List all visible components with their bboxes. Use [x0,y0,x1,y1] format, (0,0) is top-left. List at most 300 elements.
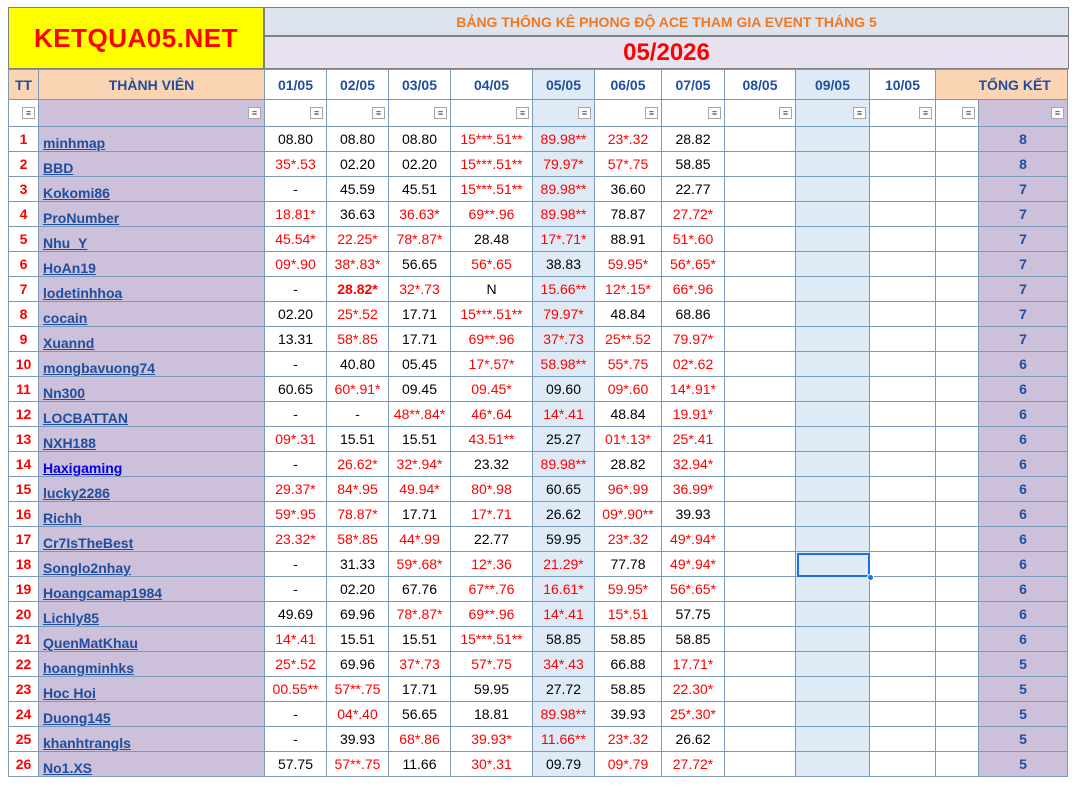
result-cell[interactable] [796,727,870,752]
result-cell[interactable]: 08.80 [389,127,451,152]
result-cell[interactable]: 34*.43 [533,652,595,677]
result-cell[interactable] [796,352,870,377]
result-cell[interactable]: 22.77 [451,527,533,552]
result-cell[interactable]: 15.51 [389,627,451,652]
result-cell[interactable]: 02.20 [389,152,451,177]
result-cell[interactable]: 18.81 [451,702,533,727]
member-name[interactable]: Richh [39,502,265,527]
result-cell[interactable]: 69**.96 [451,327,533,352]
result-cell[interactable]: - [265,702,327,727]
result-cell[interactable]: 79.97* [533,152,595,177]
result-cell[interactable]: 38.83 [533,252,595,277]
result-cell[interactable] [796,377,870,402]
result-cell[interactable]: 89.98** [533,127,595,152]
result-cell[interactable]: 46*.64 [451,402,533,427]
result-cell[interactable] [796,702,870,727]
result-cell[interactable]: 09*.90 [265,252,327,277]
result-cell[interactable]: 25*.52 [265,652,327,677]
result-cell[interactable]: 58.85 [595,627,662,652]
member-name[interactable]: Duong145 [39,702,265,727]
result-cell[interactable] [796,277,870,302]
result-cell[interactable]: 23*.32 [595,527,662,552]
result-cell[interactable]: 55*.75 [595,352,662,377]
result-cell[interactable]: 23.32* [265,527,327,552]
result-cell[interactable] [870,552,936,577]
result-cell[interactable]: 04*.40 [327,702,389,727]
result-cell[interactable]: 48.84 [595,302,662,327]
result-cell[interactable] [796,627,870,652]
result-cell[interactable] [870,177,936,202]
result-cell[interactable]: 15*.51 [595,602,662,627]
result-cell[interactable] [725,377,796,402]
result-cell[interactable]: - [265,177,327,202]
result-cell[interactable]: 09*.79 [595,752,662,777]
member-name[interactable]: Nn300 [39,377,265,402]
result-cell[interactable] [796,252,870,277]
result-cell[interactable] [796,452,870,477]
filter-icon[interactable]: ≡ [1051,107,1064,119]
result-cell[interactable] [725,502,796,527]
result-cell[interactable] [796,552,870,577]
result-cell[interactable]: 11.66** [533,727,595,752]
result-cell[interactable]: 60.65 [533,477,595,502]
result-cell[interactable]: 17*.57* [451,352,533,377]
result-cell[interactable]: 15.51 [327,427,389,452]
result-cell[interactable]: 79.97* [533,302,595,327]
result-cell[interactable]: 09.79 [533,752,595,777]
result-cell[interactable]: 26.62 [662,727,725,752]
member-name[interactable]: hoangminhks [39,652,265,677]
result-cell[interactable]: 08.80 [265,127,327,152]
result-cell[interactable]: 19.91* [662,402,725,427]
result-cell[interactable]: 09*.31 [265,427,327,452]
result-cell[interactable] [725,252,796,277]
result-cell[interactable]: 59*.68* [389,552,451,577]
result-cell[interactable]: 69.96 [327,652,389,677]
filter-icon[interactable]: ≡ [248,107,261,119]
result-cell[interactable] [796,677,870,702]
result-cell[interactable]: 16.61* [533,577,595,602]
result-cell[interactable]: 09*.90** [595,502,662,527]
result-cell[interactable] [796,302,870,327]
result-cell[interactable] [870,277,936,302]
result-cell[interactable] [870,352,936,377]
result-cell[interactable]: 23*.32 [595,127,662,152]
result-cell[interactable]: 02*.62 [662,352,725,377]
result-cell[interactable]: 27.72 [533,677,595,702]
result-cell[interactable] [870,127,936,152]
result-cell[interactable]: 12*.36 [451,552,533,577]
result-cell[interactable]: - [265,277,327,302]
result-cell[interactable]: 78.87 [595,202,662,227]
result-cell[interactable]: 05.45 [389,352,451,377]
result-cell[interactable]: - [265,452,327,477]
result-cell[interactable] [725,402,796,427]
filter-icon[interactable]: ≡ [310,107,323,119]
result-cell[interactable]: 43.51** [451,427,533,452]
result-cell[interactable] [796,127,870,152]
result-cell[interactable]: 17.71 [389,502,451,527]
result-cell[interactable]: 15***.51** [451,302,533,327]
result-cell[interactable]: 15***.51** [451,627,533,652]
result-cell[interactable] [725,602,796,627]
result-cell[interactable] [870,152,936,177]
member-name[interactable]: QuenMatKhau [39,627,265,652]
result-cell[interactable]: 13.31 [265,327,327,352]
result-cell[interactable] [870,302,936,327]
result-cell[interactable]: 48**.84* [389,402,451,427]
result-cell[interactable] [796,427,870,452]
result-cell[interactable]: 56*.65 [451,252,533,277]
result-cell[interactable]: 36.99* [662,477,725,502]
result-cell[interactable]: 15.51 [327,627,389,652]
result-cell[interactable]: 57**.75 [327,677,389,702]
result-cell[interactable] [870,752,936,777]
result-cell[interactable]: 60*.91* [327,377,389,402]
member-name[interactable]: lodetinhhoa [39,277,265,302]
result-cell[interactable]: 25*.41 [662,427,725,452]
filter-icon[interactable]: ≡ [578,107,591,119]
member-name[interactable]: khanhtrangls [39,727,265,752]
result-cell[interactable]: 17.71 [389,677,451,702]
result-cell[interactable]: 00.55** [265,677,327,702]
result-cell[interactable] [870,327,936,352]
result-cell[interactable]: 27.72* [662,202,725,227]
result-cell[interactable]: 39.93 [595,702,662,727]
result-cell[interactable]: 23*.32 [595,727,662,752]
result-cell[interactable] [725,152,796,177]
result-cell[interactable] [870,627,936,652]
result-cell[interactable] [870,377,936,402]
result-cell[interactable] [870,502,936,527]
result-cell[interactable]: 58.85 [662,152,725,177]
result-cell[interactable]: 59*.95 [265,502,327,527]
result-cell[interactable]: 89.98** [533,202,595,227]
result-cell[interactable]: 02.20 [265,302,327,327]
result-cell[interactable]: 59.95 [451,677,533,702]
result-cell[interactable]: 32*.73 [389,277,451,302]
result-cell[interactable]: 17*.71* [533,227,595,252]
result-cell[interactable] [725,577,796,602]
filter-icon[interactable]: ≡ [919,107,932,119]
filter-icon[interactable]: ≡ [853,107,866,119]
result-cell[interactable]: 60.65 [265,377,327,402]
filter-icon[interactable]: ≡ [708,107,721,119]
result-cell[interactable] [725,652,796,677]
result-cell[interactable]: 84*.95 [327,477,389,502]
result-cell[interactable]: 37*.73 [533,327,595,352]
result-cell[interactable]: 15***.51** [451,177,533,202]
member-name[interactable]: No1.XS [39,752,265,777]
result-cell[interactable] [725,302,796,327]
result-cell[interactable]: 40.80 [327,352,389,377]
result-cell[interactable]: 25*.30* [662,702,725,727]
filter-icon[interactable]: ≡ [434,107,447,119]
result-cell[interactable] [796,327,870,352]
result-cell[interactable]: 96*.99 [595,477,662,502]
member-name[interactable]: Nhu_Y [39,227,265,252]
result-cell[interactable]: 56*.65* [662,252,725,277]
member-name[interactable]: lucky2286 [39,477,265,502]
result-cell[interactable]: 59.95* [595,577,662,602]
result-cell[interactable]: 57.75 [662,602,725,627]
result-cell[interactable]: 59.95 [533,527,595,552]
result-cell[interactable]: 14*.41 [533,402,595,427]
result-cell[interactable]: 32*.94* [389,452,451,477]
result-cell[interactable]: 77.78 [595,552,662,577]
result-cell[interactable]: 36.63 [327,202,389,227]
result-cell[interactable]: 17.71 [389,327,451,352]
result-cell[interactable] [796,577,870,602]
member-name[interactable]: ProNumber [39,202,265,227]
result-cell[interactable]: 15.66** [533,277,595,302]
result-cell[interactable] [725,527,796,552]
result-cell[interactable]: 59.95* [595,252,662,277]
result-cell[interactable]: 36.60 [595,177,662,202]
result-cell[interactable]: 66*.96 [662,277,725,302]
member-name[interactable]: HoAn19 [39,252,265,277]
result-cell[interactable]: - [265,552,327,577]
result-cell[interactable]: 38*.83* [327,252,389,277]
result-cell[interactable] [796,402,870,427]
result-cell[interactable]: 36.63* [389,202,451,227]
result-cell[interactable]: 17.71 [389,302,451,327]
result-cell[interactable]: 14*.41 [533,602,595,627]
result-cell[interactable] [725,477,796,502]
result-cell[interactable]: 69**.96 [451,202,533,227]
result-cell[interactable]: 69.96 [327,602,389,627]
result-cell[interactable]: 57**.75 [327,752,389,777]
result-cell[interactable] [870,427,936,452]
result-cell[interactable]: - [327,402,389,427]
member-name[interactable]: cocain [39,302,265,327]
result-cell[interactable]: 22.30* [662,677,725,702]
result-cell[interactable] [870,602,936,627]
result-cell[interactable] [725,127,796,152]
result-cell[interactable] [796,202,870,227]
result-cell[interactable]: 27.72* [662,752,725,777]
fill-handle[interactable] [867,574,874,581]
member-name[interactable]: NXH188 [39,427,265,452]
result-cell[interactable] [870,702,936,727]
result-cell[interactable]: 14*.41 [265,627,327,652]
member-name[interactable]: LOCBATTAN [39,402,265,427]
member-name[interactable]: BBD [39,152,265,177]
result-cell[interactable]: 30*.31 [451,752,533,777]
result-cell[interactable] [725,427,796,452]
result-cell[interactable]: 45.51 [389,177,451,202]
result-cell[interactable]: 56*.65* [662,577,725,602]
result-cell[interactable]: 21.29* [533,552,595,577]
filter-icon[interactable]: ≡ [516,107,529,119]
result-cell[interactable]: 14*.91* [662,377,725,402]
result-cell[interactable]: 78.87* [327,502,389,527]
result-cell[interactable]: 26.62 [533,502,595,527]
result-cell[interactable] [870,202,936,227]
result-cell[interactable] [725,677,796,702]
result-cell[interactable] [725,277,796,302]
result-cell[interactable]: 57.75 [265,752,327,777]
result-cell[interactable]: 28.48 [451,227,533,252]
result-cell[interactable] [725,752,796,777]
result-cell[interactable]: 58.85 [533,627,595,652]
member-name[interactable]: Cr7IsTheBest [39,527,265,552]
result-cell[interactable]: - [265,402,327,427]
result-cell[interactable]: 09.45* [451,377,533,402]
result-cell[interactable] [725,452,796,477]
result-cell[interactable]: 25.27 [533,427,595,452]
filter-icon[interactable]: ≡ [22,107,35,119]
result-cell[interactable]: 02.20 [327,152,389,177]
result-cell[interactable]: 29.37* [265,477,327,502]
result-cell[interactable]: 28.82 [662,127,725,152]
result-cell[interactable] [796,602,870,627]
member-name[interactable]: minhmap [39,127,265,152]
result-cell[interactable]: 88.91 [595,227,662,252]
result-cell[interactable]: 78*.87* [389,602,451,627]
result-cell[interactable]: 11.66 [389,752,451,777]
result-cell[interactable]: 09.60 [533,377,595,402]
result-cell[interactable]: 32.94* [662,452,725,477]
result-cell[interactable]: 58.85 [595,677,662,702]
filter-icon[interactable]: ≡ [372,107,385,119]
result-cell[interactable] [870,652,936,677]
result-cell[interactable]: 69**.96 [451,602,533,627]
result-cell[interactable]: 39.93* [451,727,533,752]
member-name[interactable]: mongbavuong74 [39,352,265,377]
result-cell[interactable] [725,702,796,727]
result-cell[interactable]: - [265,727,327,752]
result-cell[interactable]: 68*.86 [389,727,451,752]
result-cell[interactable]: 58*.85 [327,327,389,352]
result-cell[interactable] [870,527,936,552]
result-cell[interactable]: 79.97* [662,327,725,352]
result-cell[interactable]: 31.33 [327,552,389,577]
result-cell[interactable]: 02.20 [327,577,389,602]
filter-icon[interactable]: ≡ [779,107,792,119]
member-name[interactable]: Haxigaming [39,452,265,477]
result-cell[interactable]: 57*.75 [595,152,662,177]
result-cell[interactable]: 89.98** [533,177,595,202]
result-cell[interactable]: 35*.53 [265,152,327,177]
result-cell[interactable]: 57*.75 [451,652,533,677]
result-cell[interactable]: 09.45 [389,377,451,402]
member-name[interactable]: Kokomi86 [39,177,265,202]
result-cell[interactable]: 15***.51** [451,152,533,177]
result-cell[interactable] [725,552,796,577]
result-cell[interactable]: 25*.52 [327,302,389,327]
result-cell[interactable] [796,527,870,552]
result-cell[interactable]: 49.94* [389,477,451,502]
result-cell[interactable]: - [265,577,327,602]
result-cell[interactable]: 56.65 [389,702,451,727]
result-cell[interactable]: 89.98** [533,452,595,477]
result-cell[interactable] [870,477,936,502]
result-cell[interactable]: 22.77 [662,177,725,202]
result-cell[interactable]: - [265,352,327,377]
result-cell[interactable] [725,177,796,202]
result-cell[interactable]: 45.59 [327,177,389,202]
result-cell[interactable]: 49*.94* [662,527,725,552]
result-cell[interactable] [870,227,936,252]
member-name[interactable]: Hoangcamap1984 [39,577,265,602]
result-cell[interactable]: 80*.98 [451,477,533,502]
result-cell[interactable]: 12*.15* [595,277,662,302]
result-cell[interactable]: 28.82 [595,452,662,477]
result-cell[interactable] [870,677,936,702]
result-cell[interactable] [725,327,796,352]
result-cell[interactable] [796,477,870,502]
result-cell[interactable] [725,352,796,377]
result-cell[interactable]: 56.65 [389,252,451,277]
result-cell[interactable] [870,452,936,477]
result-cell[interactable]: 58.85 [662,627,725,652]
result-cell[interactable]: 39.93 [662,502,725,527]
result-cell[interactable]: 08.80 [327,127,389,152]
result-cell[interactable]: 17.71* [662,652,725,677]
result-cell[interactable] [796,652,870,677]
result-cell[interactable]: 44*.99 [389,527,451,552]
result-cell[interactable] [725,627,796,652]
filter-icon[interactable]: ≡ [645,107,658,119]
result-cell[interactable]: 26.62* [327,452,389,477]
result-cell[interactable]: 66.88 [595,652,662,677]
result-cell[interactable] [796,502,870,527]
result-cell[interactable] [796,152,870,177]
result-cell[interactable]: 67.76 [389,577,451,602]
result-cell[interactable]: 17*.71 [451,502,533,527]
member-name[interactable]: Xuannd [39,327,265,352]
result-cell[interactable] [870,252,936,277]
result-cell[interactable]: 18.81* [265,202,327,227]
result-cell[interactable]: N [451,277,533,302]
result-cell[interactable]: 15***.51** [451,127,533,152]
result-cell[interactable]: 49.69 [265,602,327,627]
member-name[interactable]: Lichly85 [39,602,265,627]
result-cell[interactable]: 23.32 [451,452,533,477]
result-cell[interactable] [725,202,796,227]
result-cell[interactable]: 39.93 [327,727,389,752]
result-cell[interactable] [870,727,936,752]
result-cell[interactable] [796,752,870,777]
result-cell[interactable]: 37*.73 [389,652,451,677]
result-cell[interactable]: 51*.60 [662,227,725,252]
member-name[interactable]: Hoc Hoi [39,677,265,702]
result-cell[interactable]: 58*.85 [327,527,389,552]
result-cell[interactable] [796,177,870,202]
filter-icon[interactable]: ≡ [962,107,975,119]
result-cell[interactable]: 28.82* [327,277,389,302]
result-cell[interactable]: 89.98** [533,702,595,727]
result-cell[interactable]: 58.98** [533,352,595,377]
result-cell[interactable]: 67**.76 [451,577,533,602]
result-cell[interactable]: 09*.60 [595,377,662,402]
result-cell[interactable]: 25**.52 [595,327,662,352]
result-cell[interactable]: 22.25* [327,227,389,252]
result-cell[interactable]: 49*.94* [662,552,725,577]
result-cell[interactable] [725,227,796,252]
result-cell[interactable]: 78*.87* [389,227,451,252]
result-cell[interactable] [870,577,936,602]
result-cell[interactable]: 15.51 [389,427,451,452]
result-cell[interactable]: 48.84 [595,402,662,427]
result-cell[interactable] [870,402,936,427]
result-cell[interactable] [796,227,870,252]
result-cell[interactable] [725,727,796,752]
result-cell[interactable]: 45.54* [265,227,327,252]
result-cell[interactable]: 01*.13* [595,427,662,452]
result-cell[interactable]: 68.86 [662,302,725,327]
